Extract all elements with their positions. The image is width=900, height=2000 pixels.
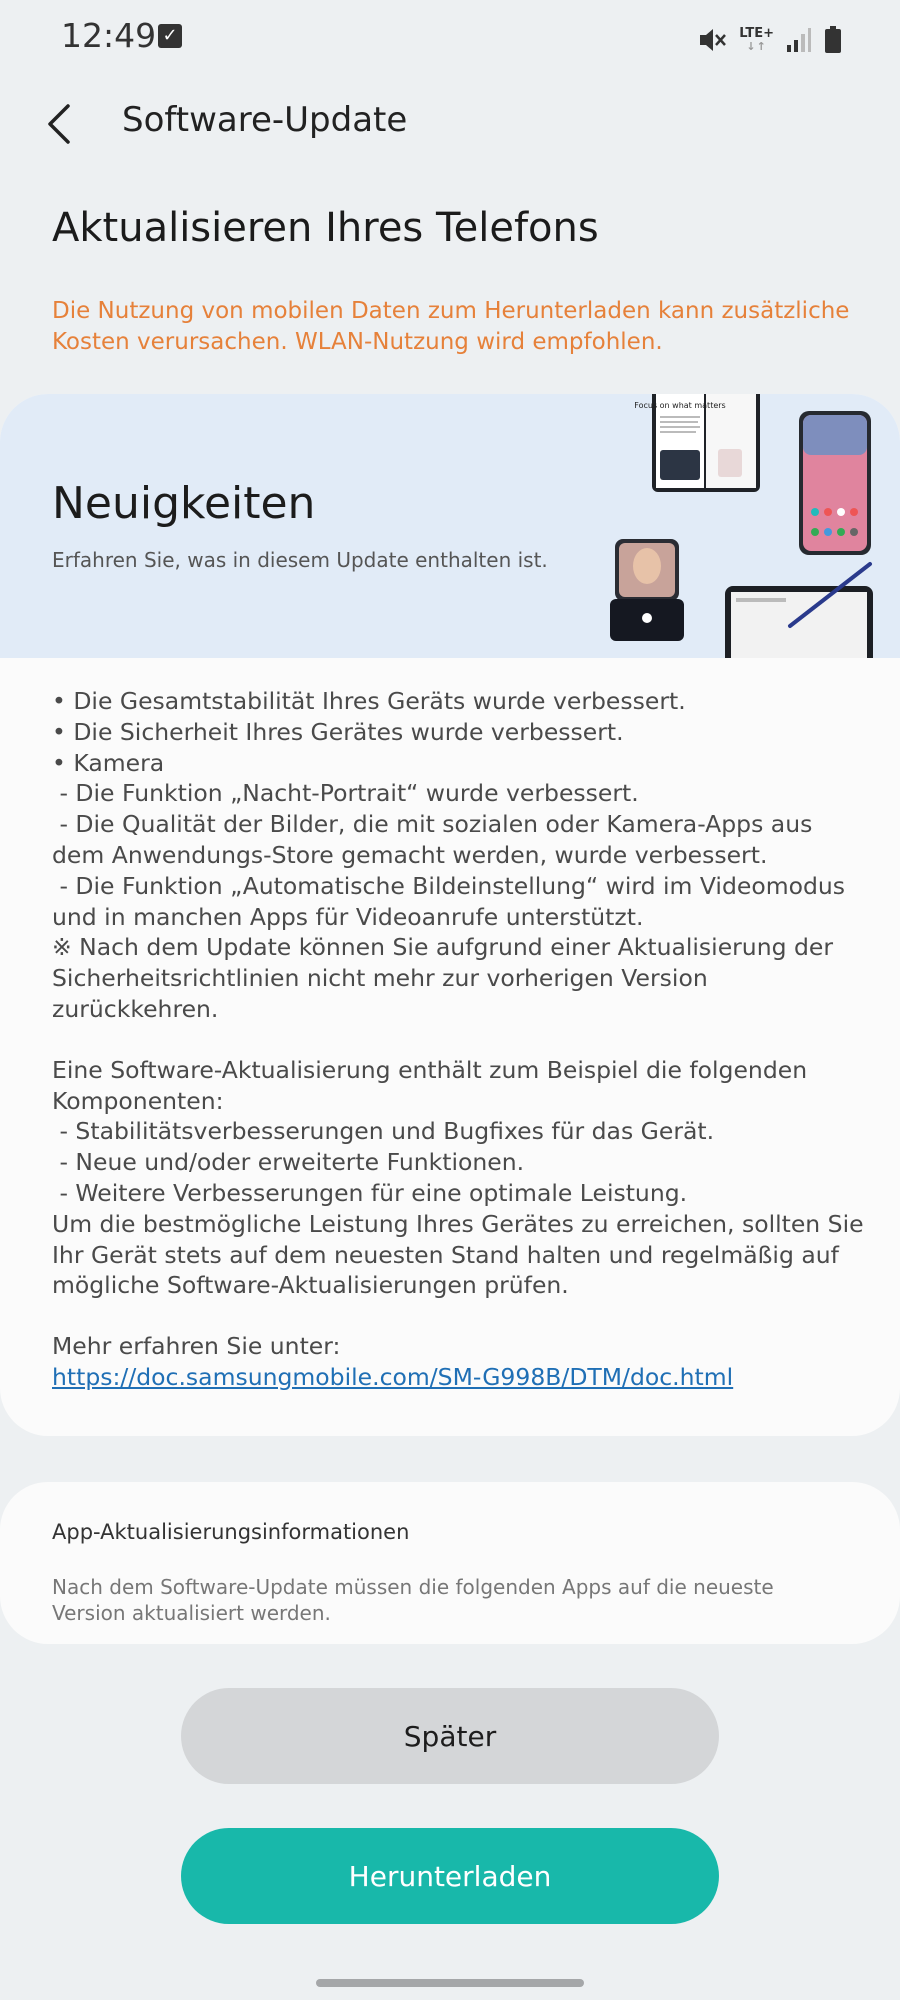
app-bar-title: Software-Update [122, 100, 408, 140]
release-note-item: - Die Funktion „Nacht-Portrait“ wurde verbessert. [52, 779, 639, 808]
news-banner [0, 394, 900, 658]
more-info-link[interactable]: https://doc.samsungmobile.com/SM-G998B/DTM/doc.html [52, 1362, 734, 1391]
status-icons [697, 20, 842, 60]
mute-icon [697, 26, 727, 54]
news-subtitle: Erfahren Sie, was in diesem Update enthalten ist. [52, 548, 548, 572]
release-note-item: - Die Funktion „Automatische Bildeinstellung“ wird im Videomodus und in manchen Apps für Videoanrufe unterstützt. [52, 871, 853, 931]
status-bar [0, 0, 900, 76]
checkbox-icon: ✓ [158, 24, 182, 48]
home-indicator[interactable] [316, 1979, 584, 1987]
network-activity-icon: ↓↑ [746, 40, 767, 53]
battery-icon [824, 26, 842, 54]
data-usage-warning: Die Nutzung von mobilen Daten zum Herunterladen kann zusätzliche Kosten verursachen. WLAN-Nutzung wird empfohlen. [52, 298, 850, 355]
news-title: Neuigkeiten [52, 478, 316, 529]
download-button[interactable]: Herunterladen [181, 1828, 719, 1924]
more-info-label: Mehr erfahren Sie unter: [52, 1332, 341, 1361]
release-note-item: • Die Gesamtstabilität Ihres Geräts wurde verbessert. [52, 687, 686, 715]
app-bar [0, 86, 900, 162]
component-item: - Weitere Verbesserungen für eine optimale Leistung. [52, 1178, 688, 1207]
component-item: - Stabilitätsverbesserungen und Bugfixes für das Gerät. [52, 1117, 715, 1146]
components-intro: Eine Software-Aktualisierung enthält zum Beispiel die folgenden Komponenten: [52, 1055, 815, 1115]
release-note-item: - Die Qualität der Bilder, die mit sozialen oder Kamera-Apps aus dem Anwendungs-Store gemacht werden, wurde verbessert. [52, 810, 820, 869]
signal-icon [786, 27, 812, 53]
release-note-item: • Die Sicherheit Ihres Gerätes wurde verbessert. [52, 717, 624, 746]
app-update-info-card [0, 1482, 900, 1644]
network-type [739, 27, 774, 53]
page-title: Aktualisieren Ihres Telefons [52, 205, 599, 251]
app-update-info-description: Nach dem Software-Update müssen die folgenden Apps auf die neueste Version aktualisiert werden. [52, 1575, 774, 1625]
news-card [0, 394, 900, 1436]
phone-screen-text: Focus on what matters [634, 401, 726, 410]
status-time: 12:49 [61, 16, 157, 55]
later-button[interactable]: Später [181, 1688, 719, 1784]
network-label: LTE+ [739, 26, 774, 41]
release-notes [52, 686, 872, 1393]
release-note-item: • Kamera [52, 748, 165, 777]
app-update-info-title: App-Aktualisierungsinformationen [52, 1520, 410, 1544]
devices-illustration [600, 394, 900, 658]
back-arrow-icon[interactable] [40, 96, 80, 152]
component-item: - Neue und/oder erweiterte Funktionen. [52, 1148, 525, 1177]
components-outro: Um die bestmögliche Leistung Ihres Gerätes zu erreichen, sollten Sie Ihr Gerät stets auf dem neuesten Stand halten und regelmäßig auf mögliche Software-Aktualisierungen prüfen. [52, 1209, 872, 1300]
release-note-item: ※ Nach dem Update können Sie aufgrund einer Aktualisierung der Sicherheitsrichtlinien nicht mehr zur vorherigen Version zurückkehren. [52, 933, 841, 1023]
